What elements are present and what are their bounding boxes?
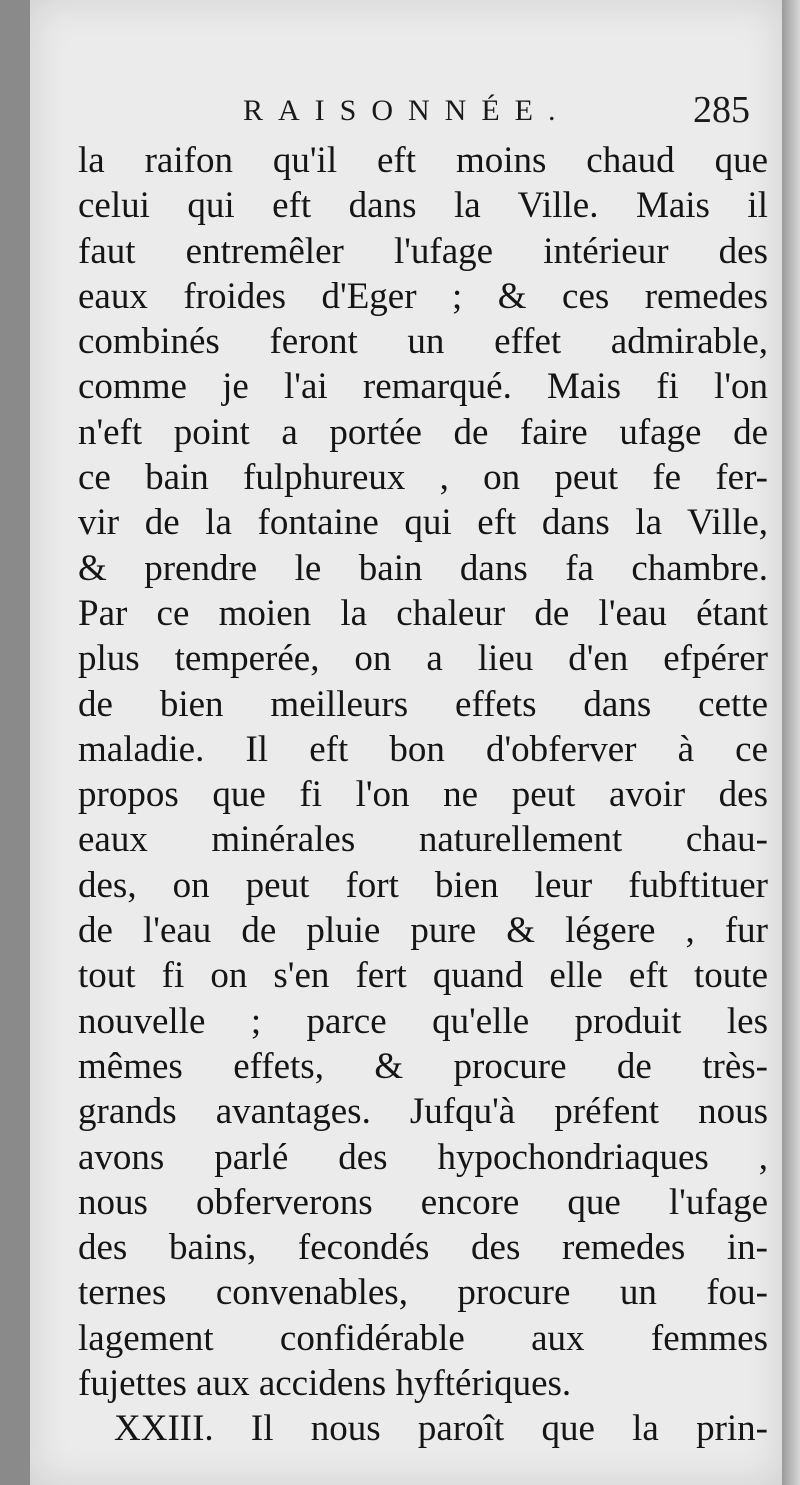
text-line: des, on peut fort bien leur fubftituer	[78, 864, 768, 906]
text-line: celui qui eft dans la Ville. Mais il	[78, 185, 768, 227]
text-line: & prendre le bain dans fa chambre.	[78, 547, 768, 589]
book-page	[30, 0, 782, 1485]
page-number: 285	[693, 89, 750, 131]
text-line: tout fi on s'en fert quand elle eft toute	[78, 955, 768, 997]
text-line: eaux minérales naturellement chau-	[78, 819, 768, 861]
page-header	[78, 88, 758, 138]
text-line: ternes convenables, procure un fou-	[78, 1272, 768, 1314]
text-line: nous obferverons encore que l'ufage	[78, 1181, 768, 1223]
text-line: eaux froides d'Eger ; & ces remedes	[78, 275, 768, 317]
text-line: mêmes effets, & procure de très-	[78, 1045, 768, 1087]
text-line: la raifon qu'il eft moins chaud que	[78, 140, 768, 181]
text-line: plus temperée, on a lieu d'en efpérer	[78, 638, 768, 680]
text-line: vir de la fontaine qui eft dans la Ville,	[78, 502, 768, 544]
text-line: n'eft point a portée de faire ufage de	[78, 411, 768, 453]
page-edge	[782, 0, 800, 1485]
text-line: propos que fi l'on ne peut avoir des	[78, 774, 768, 816]
text-line: de l'eau de pluie pure & légere , fur	[78, 910, 768, 952]
body-text	[78, 138, 768, 1452]
section-start-line: XXIII. Il nous paroît que la prin-	[114, 1408, 768, 1450]
text-line: avons parlé des hypochondriaques ,	[78, 1136, 768, 1178]
running-head: RAISONNÉE.	[243, 94, 571, 127]
text-line: fujettes aux accidens hyftériques.	[78, 1363, 572, 1405]
text-line: maladie. Il eft bon d'obferver à ce	[78, 728, 768, 770]
text-line: faut entremêler l'ufage intérieur des	[78, 230, 768, 272]
text-line: ce bain fulphureux , on peut fe fer-	[78, 457, 768, 499]
text-line: des bains, fecondés des remedes in-	[78, 1227, 768, 1269]
text-line: combinés feront un effet admirable,	[78, 321, 768, 363]
text-line: grands avantages. Jufqu'à préfent nous	[78, 1091, 768, 1133]
text-line: Par ce moien la chaleur de l'eau étant	[78, 592, 768, 634]
text-line: lagement confidérable aux femmes	[78, 1317, 768, 1359]
text-line: de bien meilleurs effets dans cette	[78, 683, 768, 725]
text-line: nouvelle ; parce qu'elle produit les	[78, 1000, 768, 1042]
text-line: comme je l'ai remarqué. Mais fi l'on	[78, 366, 768, 408]
